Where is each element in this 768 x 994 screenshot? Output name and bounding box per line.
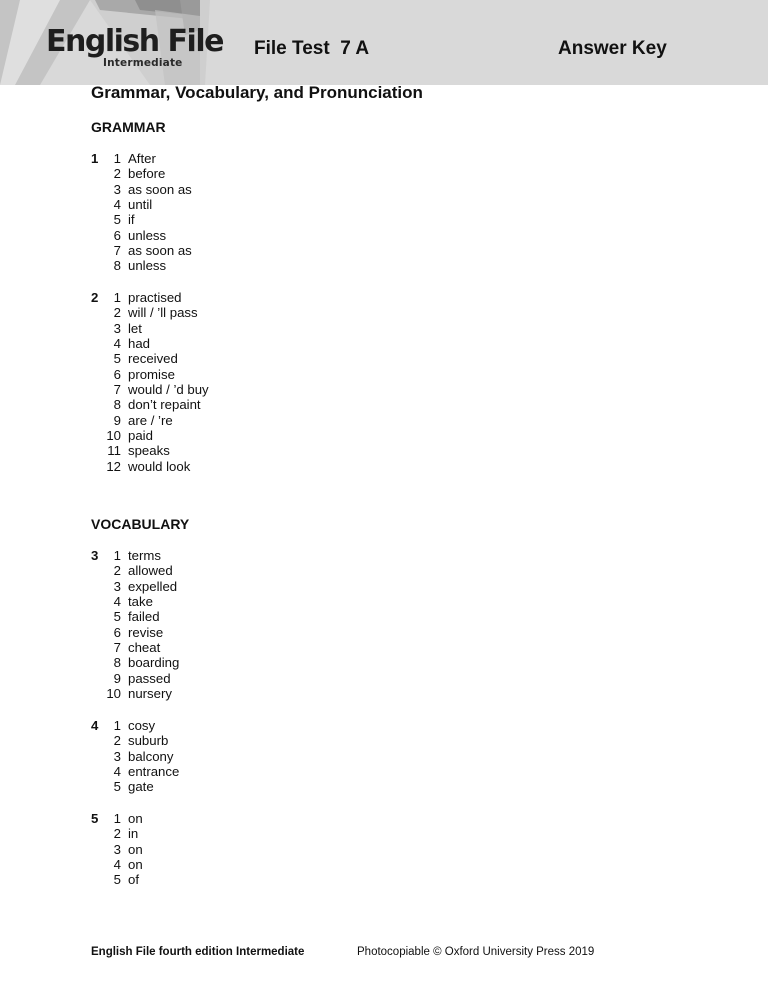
item-answer: take xyxy=(128,594,153,610)
item-number: 4 xyxy=(113,764,121,780)
item-answer: had xyxy=(128,336,151,352)
item-number: 1 xyxy=(113,718,121,733)
item-answer: practised xyxy=(128,290,182,305)
item-number: 6 xyxy=(113,227,121,243)
item-answer: let xyxy=(128,320,142,336)
item-answer: entrance xyxy=(128,764,180,780)
item-number: 2 xyxy=(113,563,121,579)
item-answer: received xyxy=(128,351,178,367)
item-number: 2 xyxy=(113,733,121,749)
item-number: 4 xyxy=(113,197,121,213)
item-number: 5 xyxy=(113,779,121,795)
item-answer: allowed xyxy=(128,563,173,579)
item-answer: failed xyxy=(128,609,160,625)
item-answer: boarding xyxy=(128,655,180,671)
item-answer: on xyxy=(128,841,143,857)
exercise-number: 5 xyxy=(91,811,99,826)
item-answer: cheat xyxy=(128,640,161,656)
item-answer: would / ’d buy xyxy=(128,382,209,398)
footer-edition: English File fourth edition Intermediate xyxy=(91,946,305,958)
item-answer: until xyxy=(128,197,153,213)
item-number: 10 xyxy=(106,428,121,444)
item-number: 2 xyxy=(113,166,121,182)
english-file-logo xyxy=(46,24,223,69)
item-answer: in xyxy=(128,826,139,842)
item-answer: of xyxy=(128,872,139,888)
item-answer: revise xyxy=(128,624,164,640)
item-number: 7 xyxy=(113,243,121,259)
item-answer: unless xyxy=(128,227,167,243)
item-number: 4 xyxy=(113,336,121,352)
item-number: 5 xyxy=(113,872,121,888)
item-answer: expelled xyxy=(128,578,178,594)
item-answer: unless xyxy=(128,258,167,274)
section-heading-grammar: GRAMMAR xyxy=(91,119,166,135)
item-answer: promise xyxy=(128,366,175,382)
item-number: 7 xyxy=(113,640,121,656)
item-number: 10 xyxy=(106,686,121,702)
item-number: 8 xyxy=(113,397,121,413)
item-answer: will / ’ll pass xyxy=(128,305,198,321)
item-answer: on xyxy=(128,857,143,873)
item-number: 8 xyxy=(113,655,121,671)
item-number: 5 xyxy=(113,609,121,625)
item-answer: suburb xyxy=(128,733,169,749)
item-answer: passed xyxy=(128,670,171,686)
item-answer: cosy xyxy=(128,718,156,733)
item-number: 8 xyxy=(113,258,121,274)
item-answer: as soon as xyxy=(128,243,192,259)
item-number: 3 xyxy=(113,578,121,594)
exercise-number: 2 xyxy=(91,290,99,305)
item-answer: if xyxy=(128,212,135,228)
item-answer: on xyxy=(128,811,143,826)
item-answer: balcony xyxy=(128,748,174,764)
item-number: 2 xyxy=(113,305,121,321)
item-number: 12 xyxy=(106,458,121,474)
item-number: 4 xyxy=(113,594,121,610)
item-answer: gate xyxy=(128,779,154,795)
item-answer: paid xyxy=(128,428,153,444)
item-answer: would look xyxy=(128,458,191,474)
item-number: 3 xyxy=(113,320,121,336)
item-answer: nursery xyxy=(128,686,172,702)
item-number: 6 xyxy=(113,624,121,640)
exercise-number: 3 xyxy=(91,548,99,563)
item-number: 7 xyxy=(113,382,121,398)
item-number: 3 xyxy=(113,748,121,764)
item-number: 3 xyxy=(113,181,121,197)
item-answer: before xyxy=(128,166,166,182)
item-answer: After xyxy=(128,151,156,166)
item-number: 6 xyxy=(113,366,121,382)
item-answer: speaks xyxy=(128,443,170,459)
answer-key-label: Answer Key xyxy=(558,38,667,59)
exercise-number: 1 xyxy=(91,151,99,166)
section-heading-vocabulary: VOCABULARY xyxy=(91,516,190,532)
item-answer: terms xyxy=(128,548,161,563)
footer-copyright: Photocopiable © Oxford University Press 2019 xyxy=(357,946,595,958)
page-subtitle: Grammar, Vocabulary, and Pronunciation xyxy=(91,83,423,102)
item-answer: are / ’re xyxy=(128,412,173,428)
item-number: 1 xyxy=(113,811,121,826)
test-title: File Test 7 A xyxy=(254,38,370,59)
item-number: 9 xyxy=(113,412,121,428)
item-number: 4 xyxy=(113,857,121,873)
item-number: 1 xyxy=(113,548,121,563)
logo-level: Intermediate xyxy=(103,57,183,69)
item-number: 5 xyxy=(113,351,121,367)
page-header xyxy=(0,0,768,85)
item-number: 9 xyxy=(113,670,121,686)
item-number: 1 xyxy=(113,290,121,305)
item-number: 5 xyxy=(113,212,121,228)
exercise-number: 4 xyxy=(91,718,99,733)
logo-title: English File xyxy=(46,24,223,59)
item-answer: don’t repaint xyxy=(128,397,201,413)
item-number: 11 xyxy=(107,443,121,459)
item-answer: as soon as xyxy=(128,181,192,197)
item-number: 3 xyxy=(113,841,121,857)
item-number: 2 xyxy=(113,826,121,842)
item-number: 1 xyxy=(113,151,121,166)
